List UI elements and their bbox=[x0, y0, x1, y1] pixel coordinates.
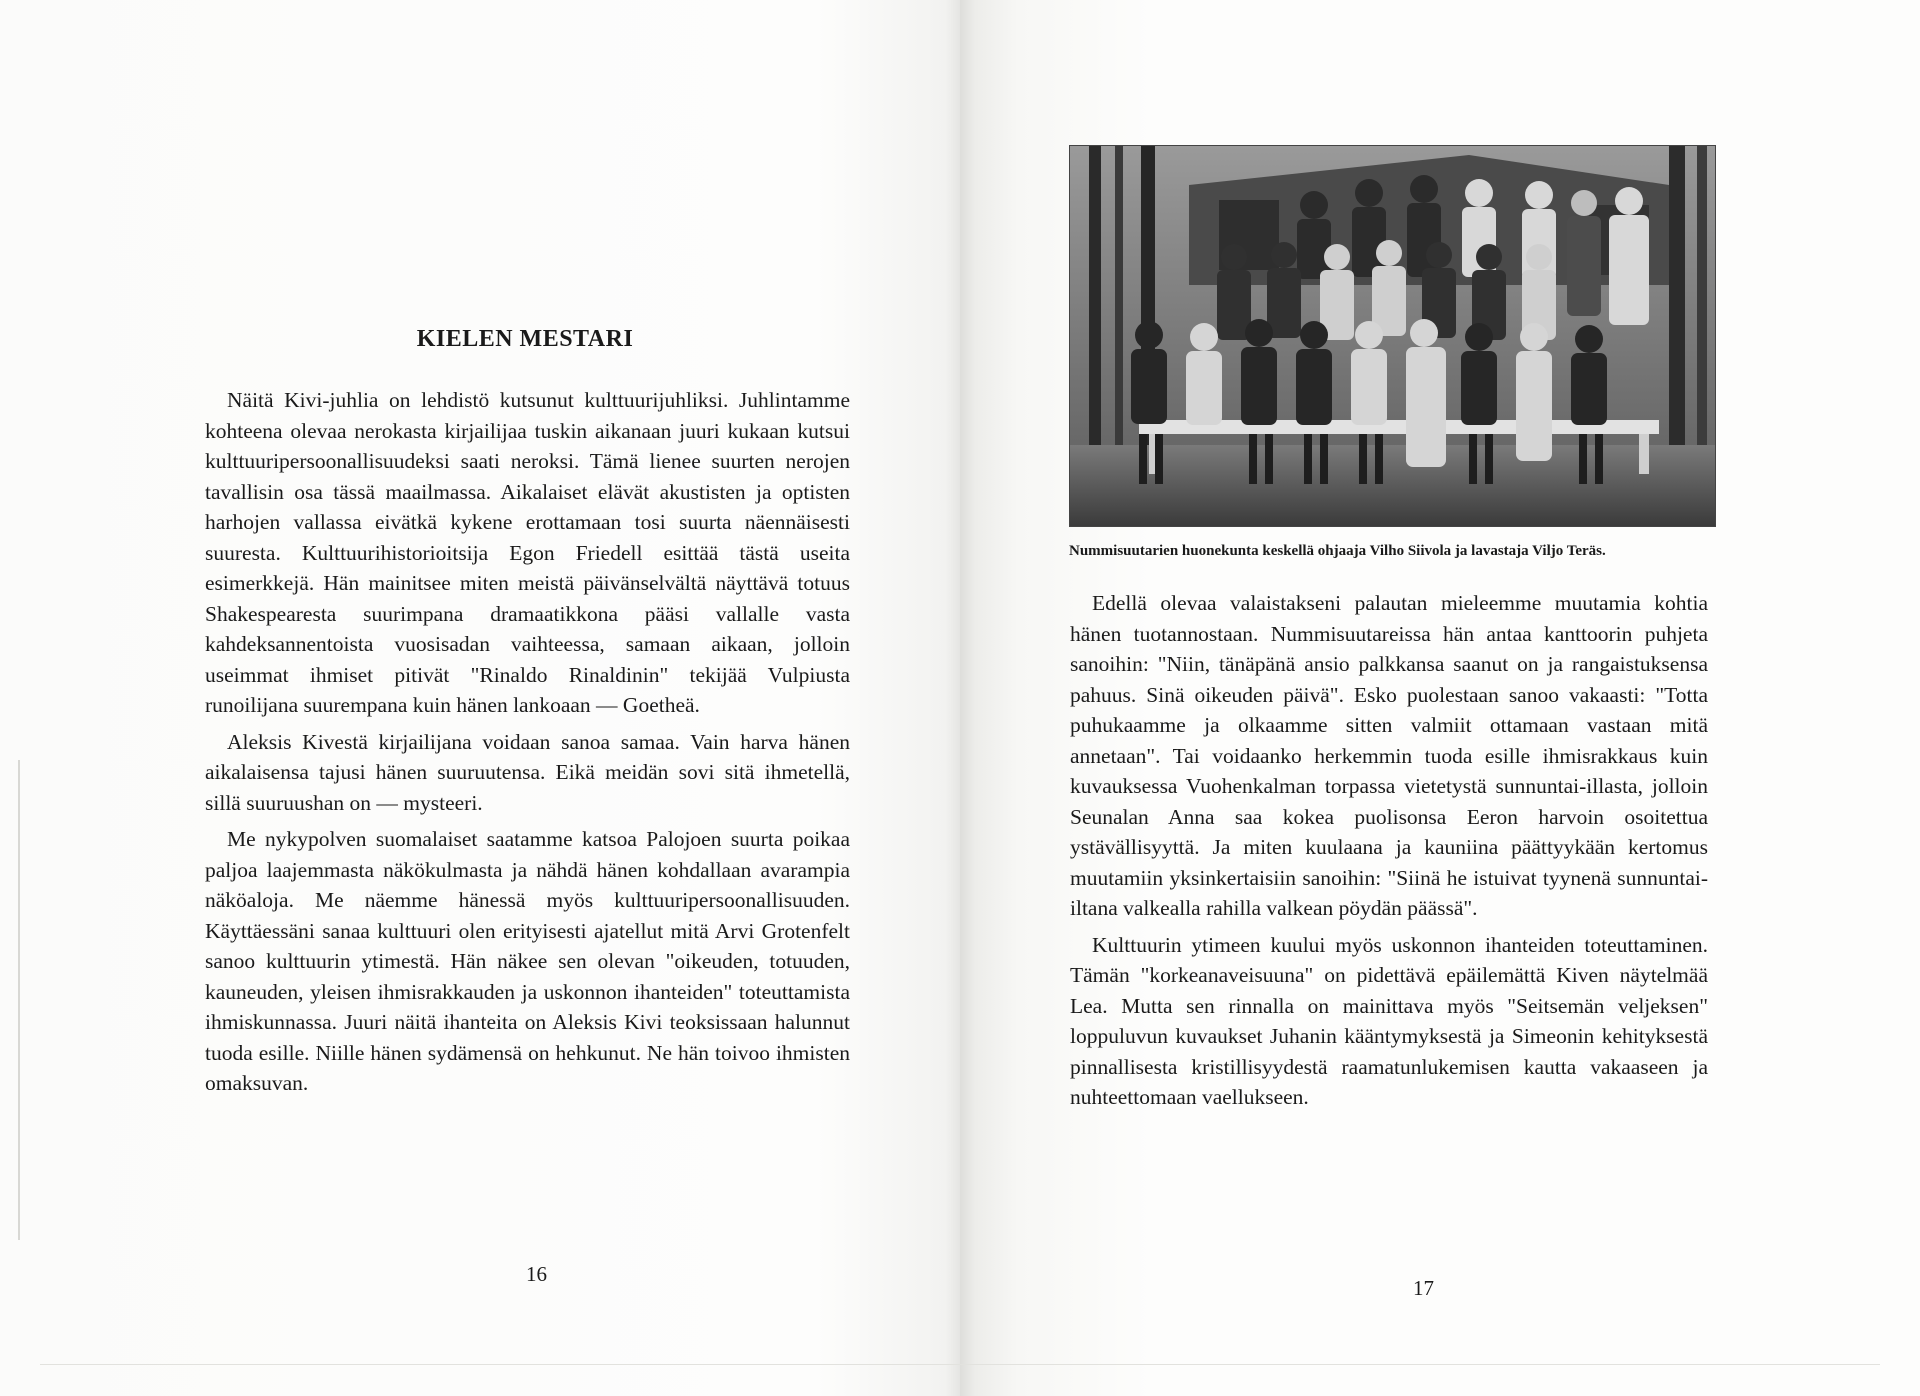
left-body-text bbox=[205, 385, 850, 1105]
page-number-left: 16 bbox=[526, 1262, 547, 1286]
left-paragraph-1: Näitä Kivi-juhlia on lehdistö kutsunut kulttuurijuhliksi. Juhlintamme kohteena olevaa nerokasta kirjailijaa tuskin aikanaan juuri kukaan kutsui kulttuuripersoonallisuudeksi saati neroksi. Tämä lienee suurten nerojen tavallisin osa tässä maailmassa. Aikalaiset elävät akustisten ja optisten harhojen vallassa eivätkä kykene erottamaan tosi suurta näennäisesti suuresta. Kulttuurihistorioitsija Egon Friedell esittää tästä useita esimerkkejä. Hän mainitsee miten meistä päivänselvältä näyttävä totuus Shakespearesta suurimpana dramaatikkona pääsi vallalle vasta kahdeksannentoista vuosisadan vaihteessa, samaan aikaan, jolloin useimmat ihmiset pitivät "Rinaldo Rinaldinin" tekijää Vulpiusta runoilijana suurempana kuin hänen lankoaan — Goetheä. bbox=[205, 388, 850, 717]
group-photo bbox=[1069, 145, 1716, 527]
page-number-right: 17 bbox=[1413, 1276, 1434, 1300]
chapter-title: KIELEN MESTARI bbox=[416, 326, 634, 352]
left-paragraph-2: Aleksis Kivestä kirjailijana voidaan sanoa samaa. Vain harva hänen aikalaisensa tajusi hänen suuruutensa. Eikä meidän sovi sitä ihmetellä, sillä suuruushan on — mysteeri. bbox=[205, 729, 850, 815]
left-paragraph-3: Me nykypolven suomalaiset saatamme katsoa Palojoen suurta poikaa paljoa laajemmasta näkökulmasta ja nähdä hänen kohdallaan avarampia näköaloja. Me näemme hänessä myös kulttuuripersoonallisuuden. Käyttäessäni sanaa kulttuuri olen erityisesti ajatellut mitä Arvi Grotenfelt sanoo kulttuurin ytimestä. Hän näkee sen olevan "oikeuden, totuuden, kauneuden, yleisen ihmisrakkauden ja uskonnon ihanteiden" toteuttamista ihmiskunnassa. Juuri näitä ihanteita on Aleksis Kivi teoksissaan halunnut tuoda esille. Niille hänen sydämensä on hehkunut. Ne hän toivoo ihmisten omaksuvan. bbox=[205, 827, 850, 1095]
right-body-text bbox=[1070, 588, 1708, 1119]
page-edge-mark bbox=[18, 760, 20, 1240]
book-gutter bbox=[945, 0, 975, 1396]
right-page bbox=[960, 0, 1920, 1396]
right-paragraph-1: Edellä olevaa valaistakseni palautan mieleemme muutamia kohtia hänen tuotannostaan. Nummisuutareissa hän antaa kanttoorin puhjeta sanoihin: "Niin, tänäpänä ansio palkkansa saanut on ja rangaistuksensa pahuus. Sinä oikeuden päivä". Esko puolestaan sanoo vakaasti: "Totta puhukaamme ja olkaamme sitten valmiit ottamaan vastaan mitä annetaan". Tai voidaanko herkemmin tuoda esille ihmisrakkaus kuin kuvauksessa Vuohenkalman torpassa vietetystä sunnuntai-illasta, jolloin Seunalan Anna saa kokea puolisonsa Eeron harvoin osoitettua ystävällisyyttä. Ja miten kuulaana ja kauniina päättyykään kertomus muutamiin yksinkertaisiin sanoihin: "Siinä he istuivat tyynenä sunnuntai-iltana valkealla rahilla valkean pöydän päässä". bbox=[1070, 591, 1708, 920]
group-photo-image bbox=[1069, 145, 1716, 527]
page-bottom-edge bbox=[40, 1364, 1880, 1365]
right-paragraph-2: Kulttuurin ytimeen kuului myös uskonnon ihanteiden toteuttaminen. Tämän "korkeanaveisuuna" on pidettävä epäilemättä Kiven näytelmää Lea. Mutta sen rinnalla on mainittava myös "Seitsemän veljeksen" loppuluvun kuvaukset Juhanin kääntymyksestä ja Simeonin kehityksestä pinnallisesta kristillisyydestä raamatunlukemisen kautta vakaaseen ja nuhteettomaan vaellukseen. bbox=[1070, 932, 1708, 1109]
photo-caption: Nummisuutarien huonekunta keskellä ohjaaja Vilho Siivola ja lavastaja Viljo Teräs. bbox=[1069, 543, 1606, 559]
